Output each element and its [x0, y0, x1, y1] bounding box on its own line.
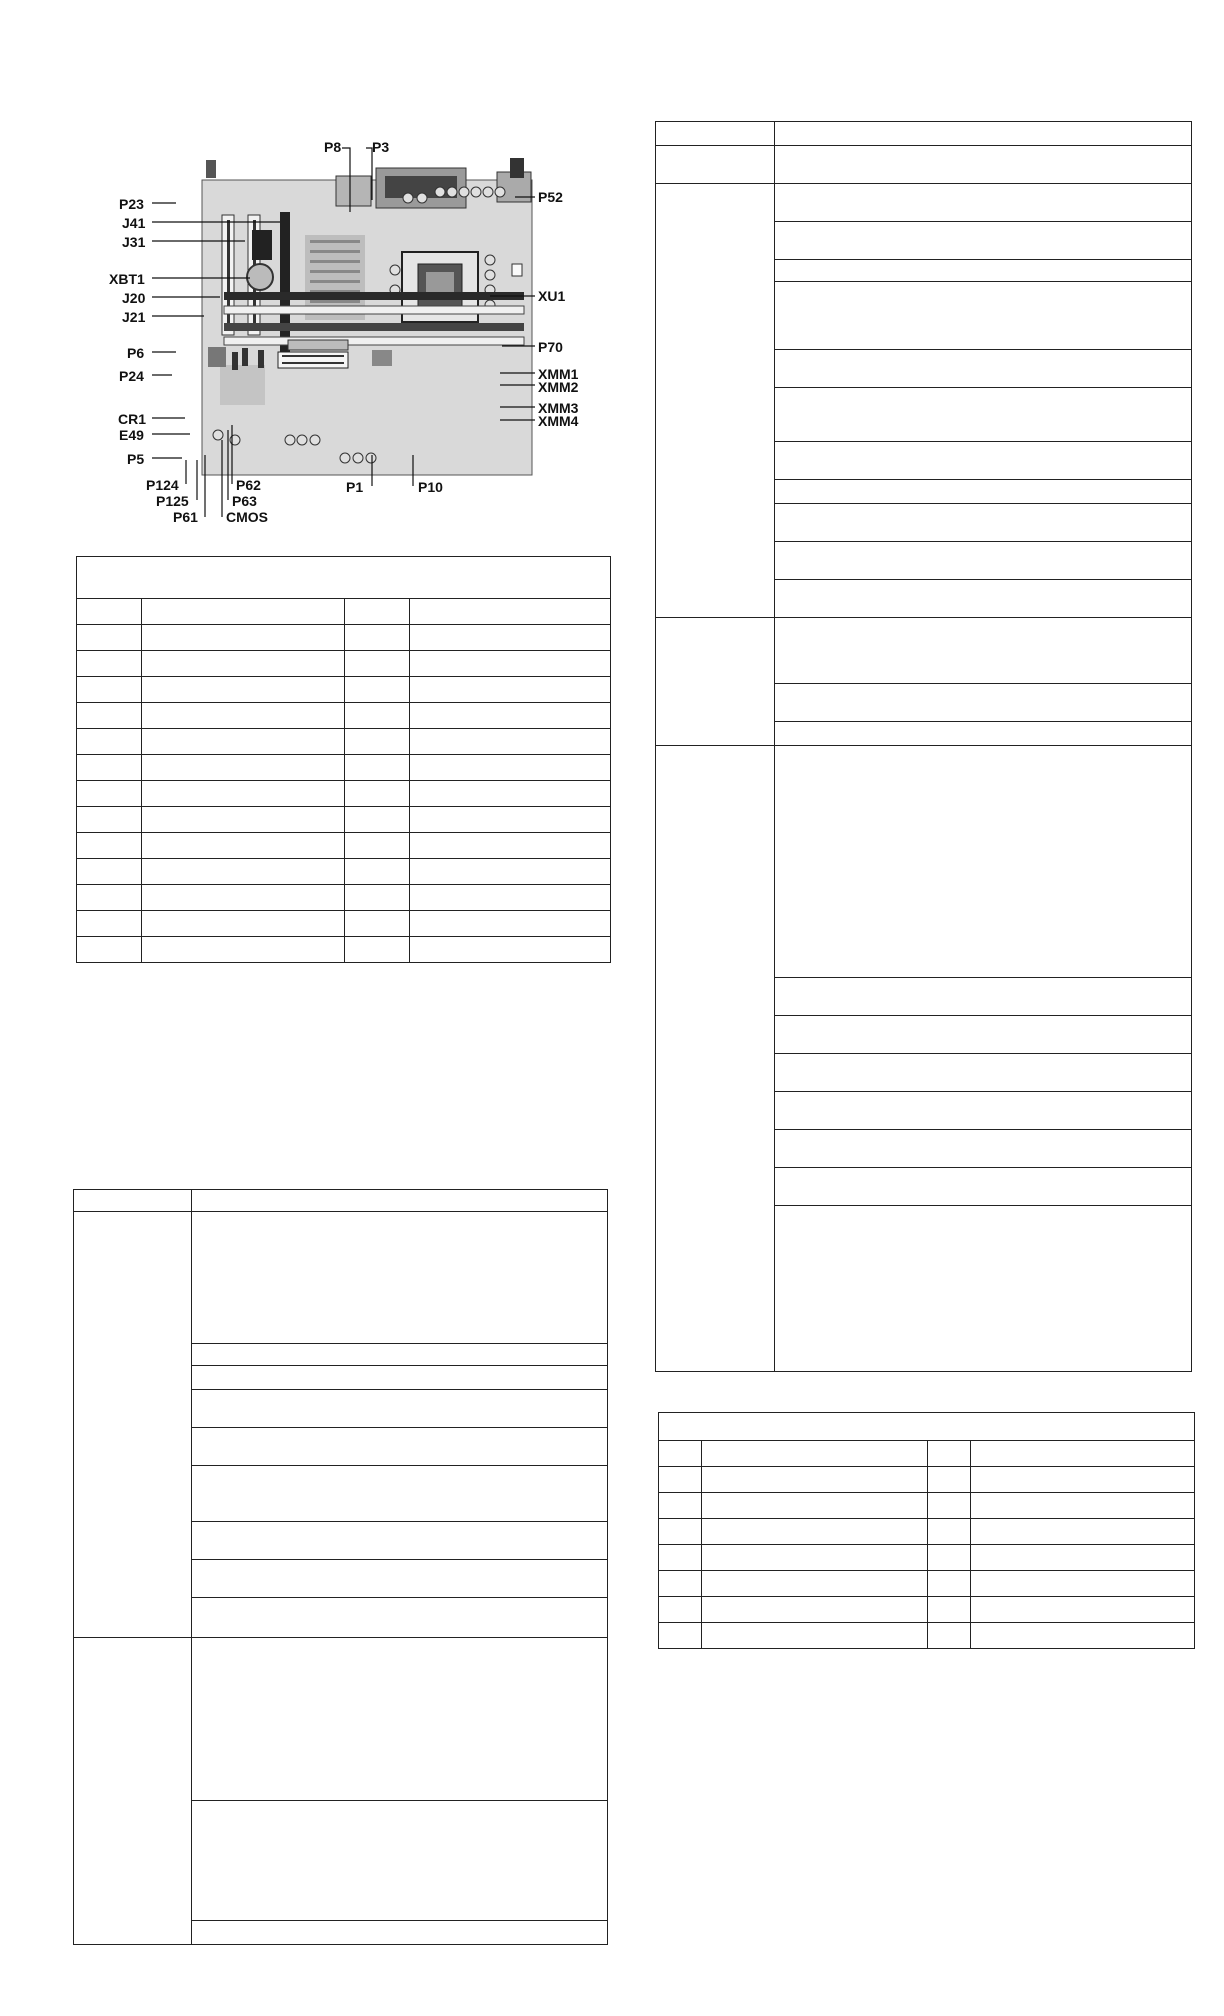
label-p52: P52	[538, 189, 563, 205]
label-p5: P5	[127, 451, 145, 467]
label-j31: J31	[122, 234, 146, 250]
table-row	[77, 911, 611, 937]
table-row	[77, 781, 611, 807]
label-xbt1: XBT1	[109, 271, 145, 287]
table-header-row	[74, 1190, 608, 1212]
summary-table-right	[658, 1412, 1195, 1649]
label-xmm3: XMM3	[538, 400, 579, 416]
label-p62: P62	[236, 477, 261, 493]
table-row	[77, 651, 611, 677]
table-row	[659, 1467, 1195, 1493]
table-row	[77, 755, 611, 781]
table-row	[77, 859, 611, 885]
label-p61: P61	[173, 509, 198, 525]
table-title-row	[659, 1413, 1195, 1441]
table-row	[77, 885, 611, 911]
components-table	[76, 556, 611, 963]
table-row	[656, 184, 1192, 222]
table-row	[77, 599, 611, 625]
table-row	[77, 937, 611, 963]
table-header-row	[656, 122, 1192, 146]
label-j20: J20	[122, 290, 146, 306]
label-j21: J21	[122, 309, 146, 325]
table-row	[77, 807, 611, 833]
label-xmm2: XMM2	[538, 379, 579, 395]
label-p1: P1	[346, 479, 364, 495]
settings-table-left	[73, 1189, 608, 1945]
label-p125: P125	[156, 493, 189, 509]
label-p6: P6	[127, 345, 145, 361]
settings-table-right	[655, 121, 1192, 1372]
table-row	[77, 625, 611, 651]
label-e49: E49	[119, 427, 144, 443]
table-row	[659, 1519, 1195, 1545]
label-p124: P124	[146, 477, 179, 493]
label-j41: J41	[122, 215, 146, 231]
label-p10: P10	[418, 479, 443, 495]
label-p8: P8	[324, 139, 342, 155]
table-row	[77, 703, 611, 729]
table-row	[659, 1597, 1195, 1623]
table-row	[77, 729, 611, 755]
table-row	[77, 833, 611, 859]
label-cr1: CR1	[118, 411, 147, 427]
table-row	[74, 1212, 608, 1344]
table-row	[656, 746, 1192, 978]
label-xmm4: XMM4	[538, 413, 579, 429]
table-row	[656, 146, 1192, 184]
label-p3: P3	[372, 139, 390, 155]
table-row	[659, 1545, 1195, 1571]
table-title-row	[77, 557, 611, 599]
label-xu1: XU1	[538, 288, 566, 304]
table-row	[659, 1493, 1195, 1519]
table-row	[659, 1623, 1195, 1649]
label-p70: P70	[538, 339, 563, 355]
table-row	[77, 677, 611, 703]
label-p24: P24	[119, 368, 144, 384]
table-row	[659, 1441, 1195, 1467]
label-xmm1: XMM1	[538, 366, 579, 382]
table-row	[74, 1638, 608, 1801]
table-row	[659, 1571, 1195, 1597]
table-row	[656, 618, 1192, 684]
label-cmos: CMOS	[226, 509, 268, 525]
label-p63: P63	[232, 493, 257, 509]
label-p23: P23	[119, 196, 144, 212]
